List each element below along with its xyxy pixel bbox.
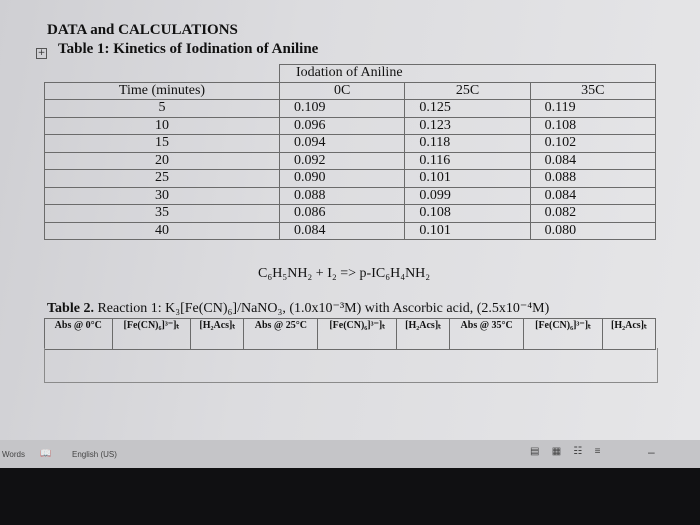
table-move-handle-icon[interactable]: + [37, 48, 46, 58]
absorbance-cell[interactable]: 0.096 [280, 117, 405, 135]
table-row [45, 100, 656, 118]
absorbance-cell[interactable]: 0.099 [405, 187, 530, 205]
group-header[interactable]: Iodation of Aniline [280, 65, 656, 83]
column-header[interactable]: 0C [280, 82, 405, 100]
column-header[interactable]: 35C [530, 82, 655, 100]
column-header[interactable]: 25C [405, 82, 530, 100]
absorbance-cell[interactable]: 0.088 [530, 170, 655, 188]
absorbance-cell[interactable]: 0.094 [280, 135, 405, 153]
absorbance-cell[interactable]: 0.108 [405, 205, 530, 223]
absorbance-cell[interactable]: 0.088 [280, 187, 405, 205]
absorbance-cell[interactable]: 0.082 [530, 205, 655, 223]
column-header[interactable]: Abs @ 35°C [450, 319, 524, 350]
column-header[interactable]: Time (minutes) [45, 82, 280, 100]
table-row [45, 319, 656, 350]
absorbance-cell[interactable]: 0.119 [530, 100, 655, 118]
absorbance-cell[interactable]: 0.084 [280, 222, 405, 240]
column-header[interactable]: [Fe(CN)₆]³⁻]ₜ [112, 319, 191, 350]
book-icon[interactable]: 📖 [40, 448, 52, 458]
table2-title-label: Table 2. [47, 301, 94, 316]
absorbance-cell[interactable]: 0.090 [280, 170, 405, 188]
status-bar [0, 440, 700, 468]
table1-title: Table 1: Kinetics of Iodination of Aniline [58, 41, 319, 57]
absorbance-cell[interactable]: 0.125 [405, 100, 530, 118]
absorbance-cell[interactable]: 0.084 [530, 152, 655, 170]
absorbance-cell[interactable]: 0.086 [280, 205, 405, 223]
word-count[interactable]: Words [2, 450, 25, 459]
table-row [45, 187, 656, 205]
absorbance-cell[interactable]: 0.109 [280, 100, 405, 118]
read-mode-icon[interactable]: ▤ [530, 446, 540, 457]
table2-title-text: Reaction 1: K₃[Fe(CN)₆]/NaNO₃, (1.0x10⁻³M) with Ascorbic acid, (2.5x10⁻⁴M) [93, 301, 550, 316]
language-indicator[interactable]: English (US) [72, 450, 117, 459]
absorbance-cell[interactable]: 0.084 [530, 187, 655, 205]
column-header[interactable]: [Fe(CN)₆]³⁻]ₜ [318, 319, 397, 350]
time-cell[interactable]: 10 [45, 117, 280, 135]
time-cell[interactable]: 25 [45, 170, 280, 188]
table-row [45, 170, 656, 188]
table2-title [47, 300, 549, 317]
column-header[interactable]: [H₂Acs]ₜ [602, 319, 655, 350]
absorbance-cell[interactable]: 0.101 [405, 170, 530, 188]
zoom-out-button[interactable]: – [648, 445, 655, 459]
table-row [45, 65, 656, 83]
time-cell[interactable]: 5 [45, 100, 280, 118]
absorbance-cell[interactable]: 0.116 [405, 152, 530, 170]
table-header-row [45, 82, 656, 100]
table-row [45, 135, 656, 153]
column-header[interactable]: Abs @ 0°C [45, 319, 113, 350]
view-buttons [530, 446, 610, 457]
time-cell[interactable]: 20 [45, 152, 280, 170]
absorbance-cell[interactable]: 0.080 [530, 222, 655, 240]
time-cell[interactable]: 30 [45, 187, 280, 205]
time-cell[interactable]: 40 [45, 222, 280, 240]
table-cell[interactable] [45, 65, 280, 83]
taskbar [0, 468, 700, 525]
absorbance-cell[interactable]: 0.092 [280, 152, 405, 170]
table-row [45, 222, 656, 240]
table-row [45, 205, 656, 223]
absorbance-cell[interactable]: 0.123 [405, 117, 530, 135]
column-header[interactable]: Abs @ 25°C [244, 319, 318, 350]
kinetics-table[interactable] [44, 64, 656, 240]
outline-icon[interactable]: ≡ [594, 446, 601, 457]
column-header[interactable]: [H₂Acs]ₜ [397, 319, 450, 350]
column-header[interactable]: [H₂Acs]ₜ [191, 319, 244, 350]
table-row [45, 152, 656, 170]
section-heading: DATA and CALCULATIONS [47, 22, 238, 38]
print-layout-icon[interactable]: ▦ [551, 446, 562, 457]
reaction-table[interactable] [44, 318, 656, 350]
empty-table-area[interactable] [44, 348, 658, 383]
time-cell[interactable]: 15 [45, 135, 280, 153]
table-row [45, 117, 656, 135]
reaction-equation: C₆H₅NH₂ + I₂ => p-IC₆H₄NH₂ [258, 266, 431, 281]
absorbance-cell[interactable]: 0.101 [405, 222, 530, 240]
column-header[interactable]: [Fe(CN)₆]³⁻]ₜ [524, 319, 603, 350]
absorbance-cell[interactable]: 0.118 [405, 135, 530, 153]
absorbance-cell[interactable]: 0.102 [530, 135, 655, 153]
web-layout-icon[interactable]: ☷ [573, 446, 583, 457]
time-cell[interactable]: 35 [45, 205, 280, 223]
absorbance-cell[interactable]: 0.108 [530, 117, 655, 135]
